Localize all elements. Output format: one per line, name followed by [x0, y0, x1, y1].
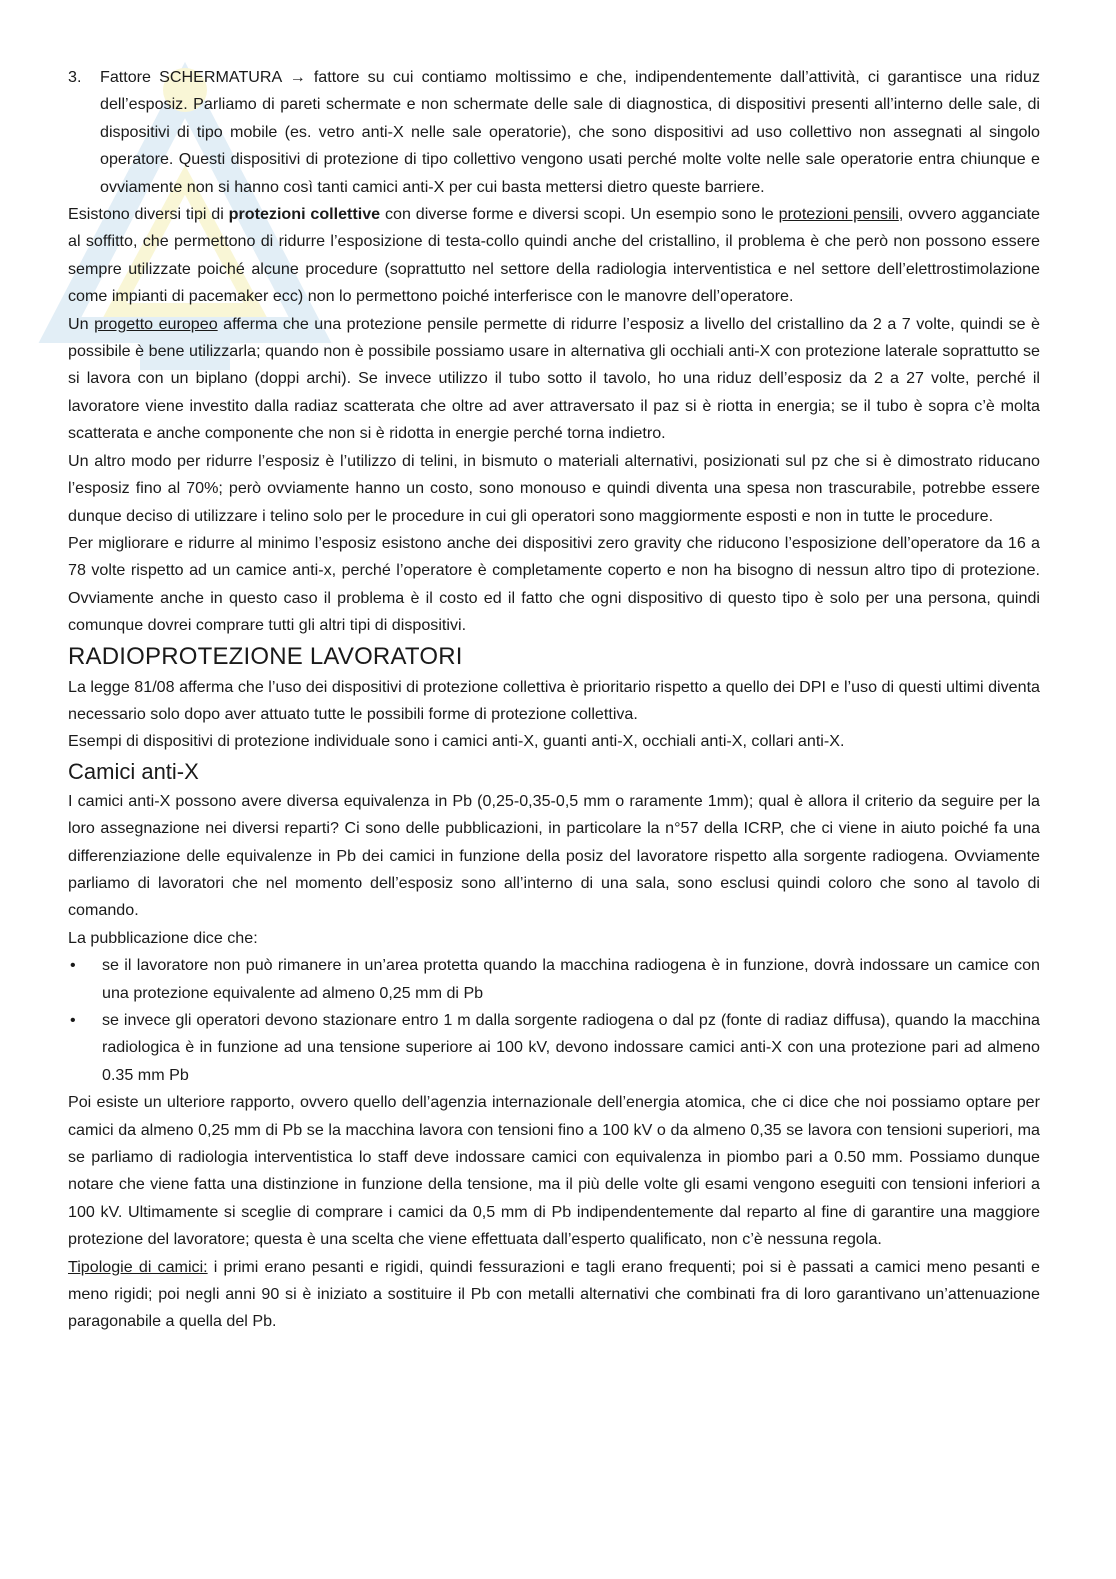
paragraph-pubblicazione: La pubblicazione dice che:	[68, 928, 258, 947]
text-span: Un	[68, 314, 95, 333]
document-page	[68, 64, 1040, 1336]
paragraph-tipologie	[68, 1254, 1040, 1336]
bold-term: protezioni collettive	[228, 205, 381, 224]
item-body: fattore su cui contiamo moltissimo e che, indipendentemente dall’attività, ci garantisce una riduz dell’esposiz. Parliamo di pareti schermate e non schermate delle sale di diagnostica, di dispositivi presenti all’interno delle sale, di dispositivi di tipo mobile (es. vetro anti-X nelle sale operatorie), che sono dispositivi ad uso collettivo non assegnati al singolo operatore. Questi dispositivi di protezione di tipo collettivo vengono usati perché molte volte nelle sale operatorie entra chiunque e ovviamente non si hanno così tanti camici anti-X per cui basta mettersi dietro queste barriere.	[100, 68, 1040, 196]
paragraph-zero-gravity: Per migliorare e ridurre al minimo l’esposiz esistono anche dei dispositivi zero gravity che riducono l’esposizione dell’operatore da 16 a 78 volte rispetto ad un camice anti-x, perché l’operatore è completamente coperto e non ha bisogno di nessun altro tipo di protezione. Ovviamente anche in questo caso il problema è il costo ed il fatto che ogni dispositivo di questo tipo è solo per una persona, quindi comunque dovrei comprare tutti gli altri tipi di dispositivi.	[68, 533, 1040, 635]
list-item	[68, 1007, 1040, 1089]
text-span: , ovvero agganciate al soffitto, che permettono di ridurre l’esposizione di testa-collo quindi anche del cristallino, il problema è che però non possono essere sempre utilizzate poiché alcune procedure (soprattutto nel settore della radiologia interventistica e nel settore dell’elettrostimolazione come impianti di pacemaker ecc) non lo permettono poiché interferisce con le manovre dell’operatore.	[68, 205, 1040, 306]
item-number: 3.	[68, 68, 82, 86]
underlined-term: protezioni pensili	[778, 205, 899, 224]
item-text	[100, 64, 1040, 201]
list-item-text: se il lavoratore non può rimanere in un’area protetta quando la macchina radiogena è in funzione, dovrà indossare un camice con una protezione equivalente ad almeno 0,25 mm di Pb	[102, 956, 1040, 1002]
heading-camici-anti-x: Camici anti-X	[68, 758, 199, 784]
text-span: con diverse forme e diversi scopi. Un esempio sono le	[380, 205, 779, 224]
bullet-icon: •	[70, 1011, 76, 1029]
numbered-item-3	[68, 64, 1040, 201]
list-item-text: se invece gli operatori devono stazionare entro 1 m dalla sorgente radiogena o dal pz (fonte di radiaz diffusa), quando la macchina radiologica è in funzione ad una tensione superiore ai 100 kV, devono indossare camici anti-X con una protezione pari ad almeno 0.35 mm Pb	[102, 1011, 1040, 1084]
paragraph-legge: La legge 81/08 afferma che l’uso dei dispositivi di protezione collettiva è prioritario rispetto a quello dei DPI e l’uso di questi ultimi diventa necessario solo dopo aver attuato tutte le possibili forme di protezione collettiva.	[68, 677, 1040, 723]
paragraph-telini: Un altro modo per ridurre l’esposiz è l’utilizzo di telini, in bismuto o materiali alternativi, posizionati sul pz che si è dimostrato riducano l’esposiz fino al 70%; però ovviamente hanno un costo, sono monouso e quindi diventa una spesa non trascurabile, potrebbe essere dunque deciso di utilizzare i telino solo per le procedure in cui gli operatori sono maggiormente esposti e non in tutte le procedure.	[68, 451, 1040, 525]
text-span: Esistono diversi tipi di	[68, 205, 229, 224]
text-span: i primi erano pesanti e rigidi, quindi fessurazioni e tagli erano frequenti; poi si è passati a camici meno pesanti e meno rigidi; poi negli anni 90 si è iniziato a sostituire il Pb con metalli alternativi che combinati fra di loro garantivano un’attenuazione paragonabile a quella del Pb.	[68, 1257, 1040, 1331]
arrow-icon: →	[289, 68, 306, 86]
heading-radioprotezione-lavoratori: RADIOPROTEZIONE LAVORATORI	[68, 642, 463, 670]
paragraph-esempi: Esempi di dispositivi di protezione individuale sono i camici anti-X, guanti anti-X, occhiali anti-X, collari anti-X.	[68, 732, 845, 751]
list-item	[68, 952, 1040, 1007]
paragraph-rapporto: Poi esiste un ulteriore rapporto, ovvero quello dell’agenzia internazionale dell’energia atomica, che ci dice che noi possiamo optare per camici da almeno 0,25 mm di Pb se la macchina lavora con tensioni fino a 100 kV o da almeno 0,35 se lavora con tensioni superiori, ma se parliamo di radiologia interventistica lo staff deve indossare camici con equivalenza in piombo pari a 0.50 mm. Possiamo dunque notare che viene fatta una distinzione in funzione della tensione, ma il più delle volte gli esami vengono eseguiti con tensioni inferiori a 100 kV. Ultimamente si sceglie di comprare i camici da 0,5 mm di Pb indipendentemente dal reparto al fine di garantire una maggiore protezione del lavoratore; questa è una scelta che viene effettuata dall’esperto qualificato, non c’è nessuna regola.	[68, 1093, 1040, 1249]
bullet-list	[68, 952, 1040, 1089]
text-span: afferma che una protezione pensile permette di ridurre l’esposiz a livello del cristallino da 2 a 7 volte, quindi se è possibile è bene utilizzarla; quando non è possibile possiamo usare in alternativa gli occhiali anti-X con protezione laterale soprattutto se si lavora con un biplano (doppi archi). Se invece utilizzo il tubo sotto il tavolo, ho una riduz dell’esposiz da 2 a 27 volte, perché il lavoratore viene investito dalla radiaz scatterata che oltre ad aver attraversato il paz si è riotta in energia; se il tubo è sopra c’è molta scatterata e anche componente che non si è ridotta in energie perché torna indietro.	[68, 314, 1041, 443]
item-lead: Fattore SCHERMATURA	[100, 68, 290, 86]
paragraph-protezioni-collettive	[68, 201, 1040, 311]
paragraph-progetto-europeo	[68, 311, 1040, 448]
underlined-term: progetto europeo	[94, 314, 218, 333]
paragraph-camici: I camici anti-X possono avere diversa equivalenza in Pb (0,25-0,35-0,5 mm o raramente 1mm); qual è allora il criterio da seguire per la loro assegnazione nei diversi reparti? Ci sono delle pubblicazioni, in particolare la n°57 della ICRP, che ci viene in aiuto poiché fa una differenziazione delle equivalenze in Pb dei camici in funzione della posiz del lavoratore rispetto alla sorgente radiogena. Ovviamente parliamo di lavoratori che nel momento dell’esposiz sono all’interno di una sala, sono esclusi quindi coloro che sono al tavolo di comando.	[68, 791, 1040, 920]
bullet-icon: •	[70, 956, 76, 975]
underlined-term: Tipologie di camici:	[68, 1257, 208, 1276]
